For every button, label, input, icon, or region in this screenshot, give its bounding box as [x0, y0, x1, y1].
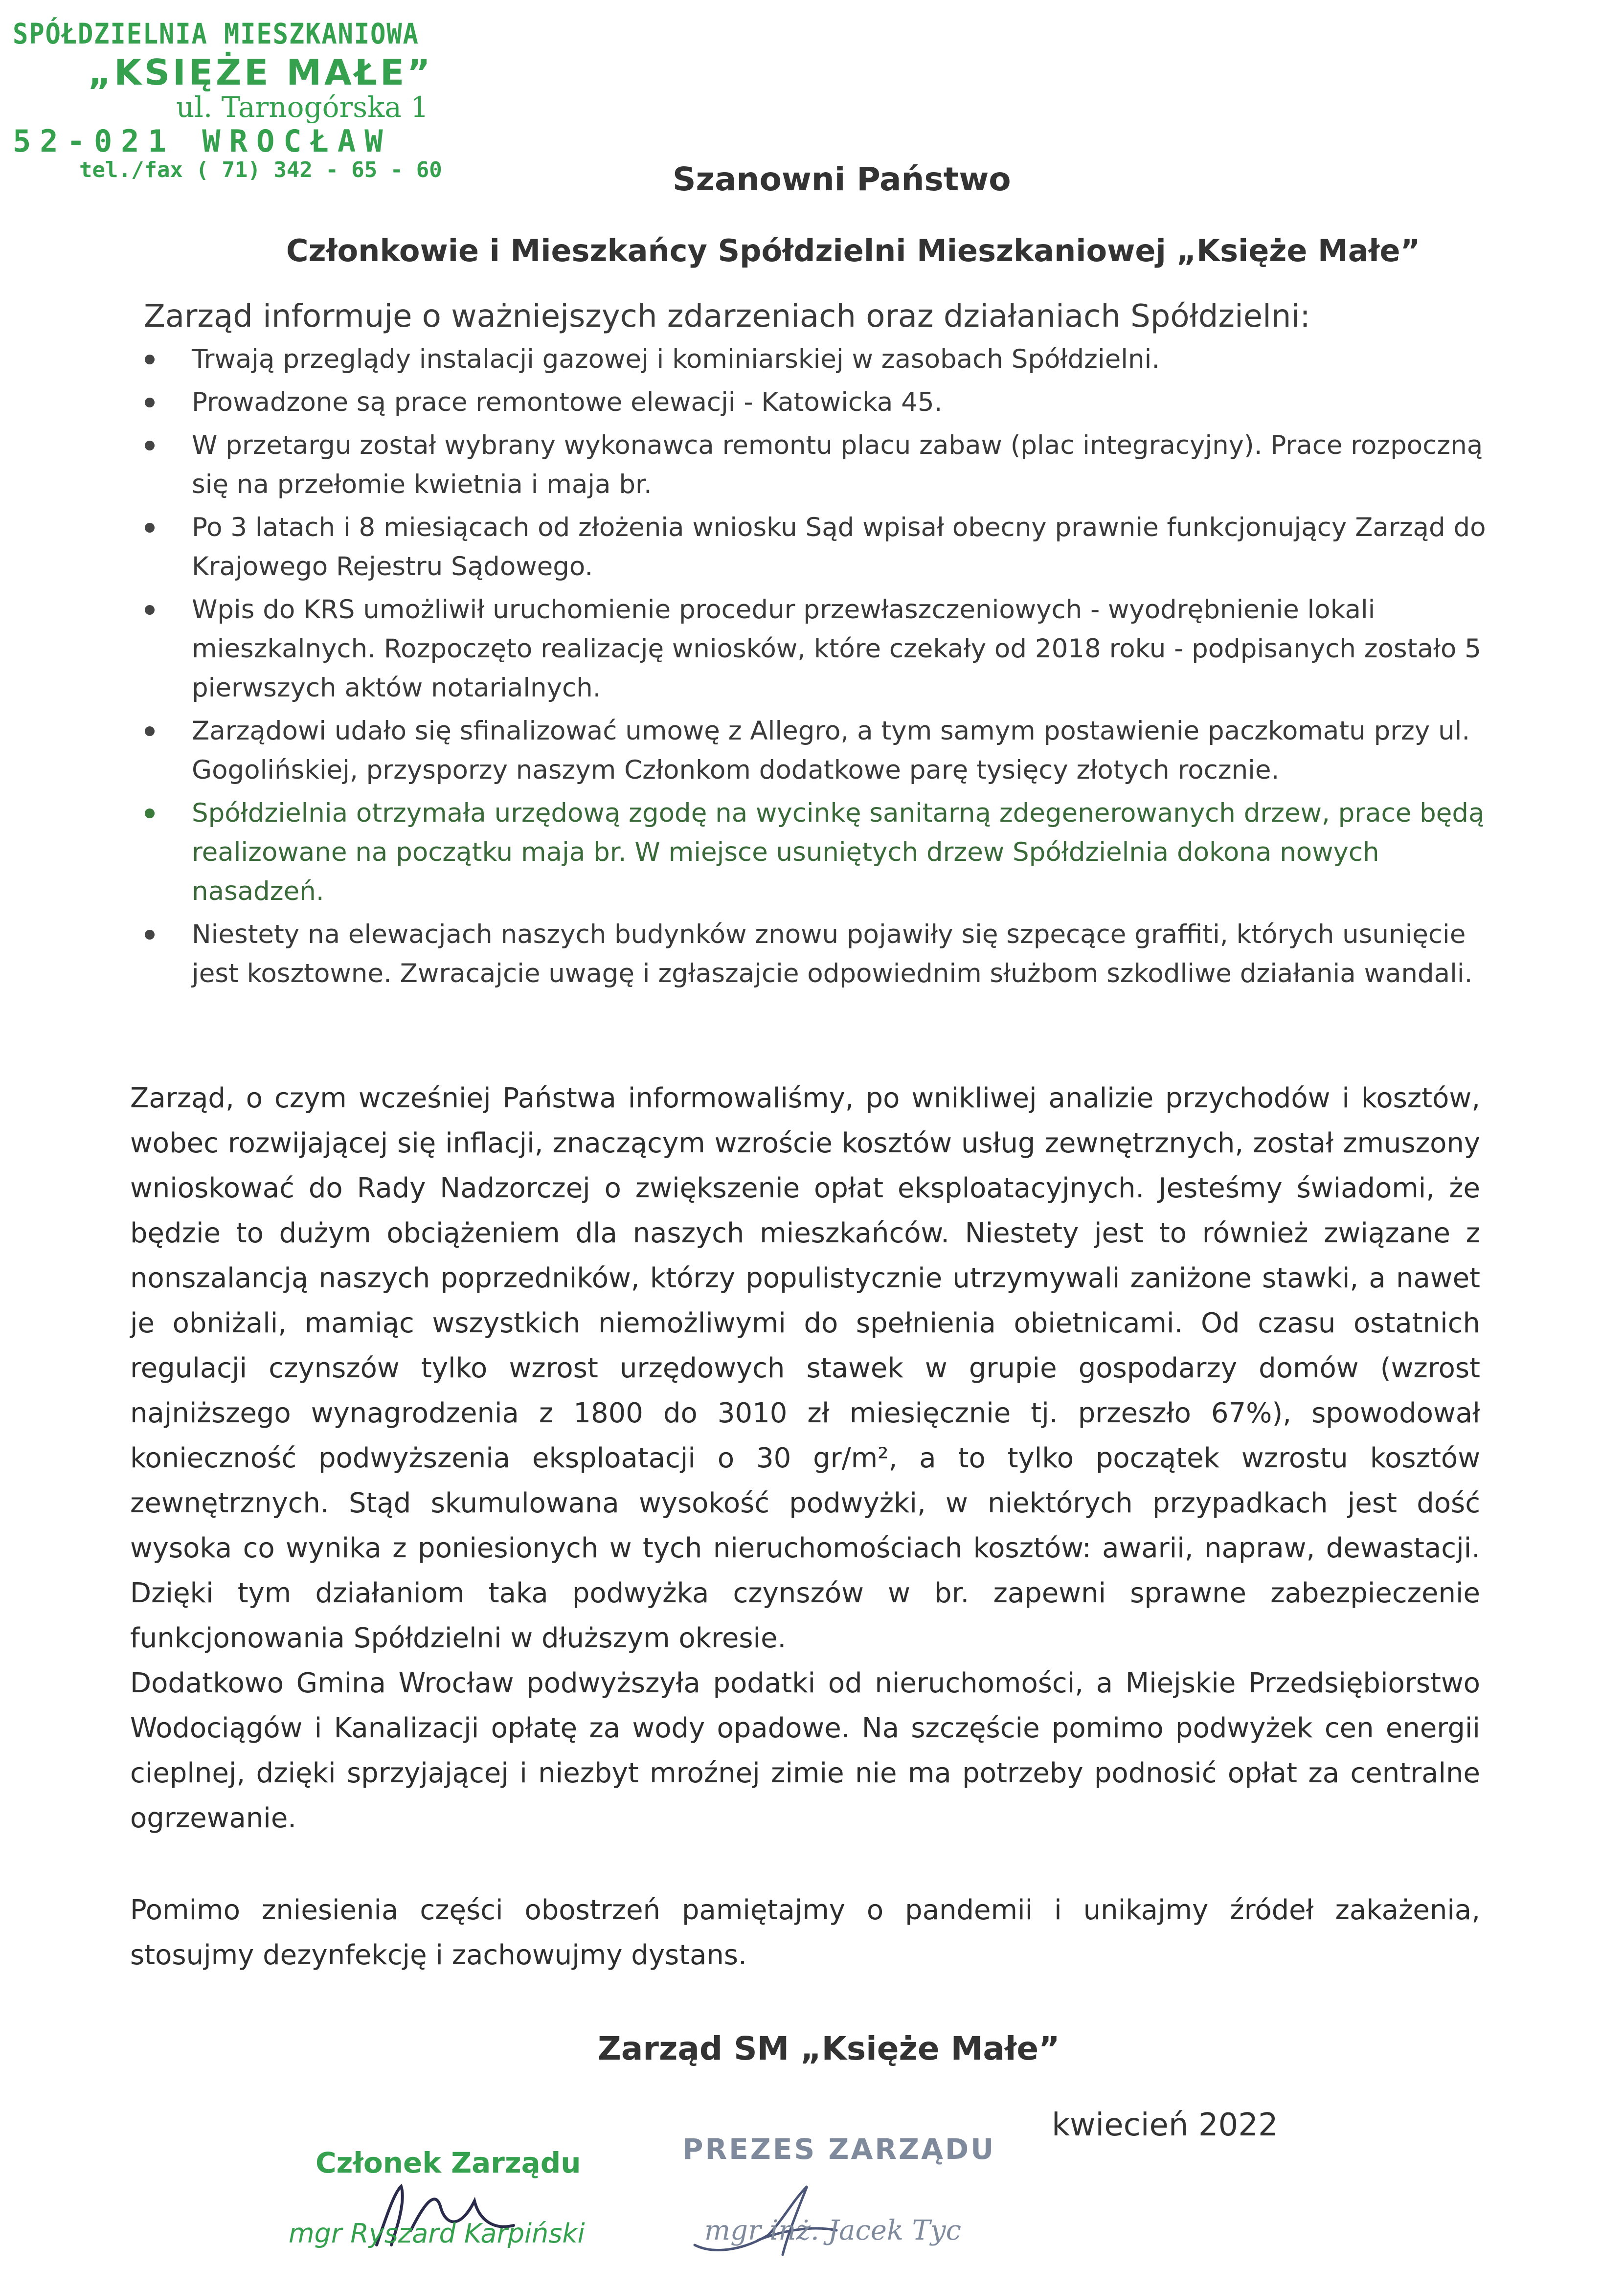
bullet-icon [145, 726, 155, 736]
list-item-text: Zarządowi udało się sfinalizować umowę z Allegro, a tym samym postawienie paczkomatu przy ul. Gogolińskiej, przysporzy naszym Członkom dodatkowe parę tysięcy złotych rocznie. [192, 716, 1470, 785]
list-item-text: Prowadzone są prace remontowe elewacji - Katowicka 45. [192, 387, 943, 417]
bullet-icon [145, 930, 155, 940]
list-item [138, 712, 1493, 790]
signoff: Zarząd SM „Księże Małe” [598, 2030, 1060, 2067]
president-name: mgr inż. Jacek Tyc [704, 2215, 962, 2246]
list-item [138, 508, 1493, 586]
announcements-list [138, 340, 1493, 997]
list-item-text: Spółdzielnia otrzymała urzędową zgodę na wycinkę sanitarną zdegenerowanych drzew, prace będą realizowane na początku maja br. W miejsce usuniętych drzew Spółdzielnia dokona nowych nasadzeń. [192, 798, 1485, 906]
list-item-text: Po 3 latach i 8 miesiącach od złożenia wniosku Sąd wpisał obecny prawnie funkcjonujący Zarząd do Krajowego Rejestru Sądowego. [192, 513, 1486, 582]
list-item [138, 794, 1493, 911]
intro-line: Zarząd informuje o ważniejszych zdarzeniach oraz działaniach Spółdzielni: [144, 298, 1310, 335]
bullet-icon [145, 523, 155, 533]
paragraph-costs: Zarząd, o czym wcześniej Państwa informowaliśmy, po wnikliwej analizie przychodów i kosztów, wobec rozwijającej się inflacji, znaczącym wzroście kosztów usług zewnętrznych, został zmuszony wnioskować do Rady Nadzorczej o zwiększenie opłat eksploatacyjnych. Jesteśmy świadomi, że będzie to dużym obciążeniem dla naszych mieszkańców. Niestety jest to również związane z nonszalancją naszych poprzedników, którzy populistycznie utrzymywali zaniżone stawki, a nawet je obniżali, mamiąc wszystkich niemożliwymi do spełnienia obietnicami. Od czasu ostatnich regulacji czynszów tylko wzrost urzędowych stawek w grupie gospodarzy domów (wzrost najniższego wynagrodzenia z 1800 do 3010 zł miesięcznie tj. przeszło 67%), spowodował konieczność podwyższenia eksploatacji o 30 gr/m², a to tylko początek wzrostu kosztów zewnętrznych. Stąd skumulowana wysokość podwyżki, w niektórych przypadkach jest dość wysoka co wynika z poniesionych w tych nieruchomościach kosztów: awarii, napraw, dewastacji. Dzięki tym działaniom taka podwyżka czynszów w br. zapewni sprawne zabezpieczenie funkcjonowania Spółdzielni w dłuższym okresie. [130, 1082, 1480, 1654]
list-item-text: Trwają przeglądy instalacji gazowej i kominiarskiej w zasobach Spółdzielni. [192, 344, 1160, 374]
president-role: PREZES ZARZĄDU [682, 2132, 996, 2166]
body-paragraphs [130, 1076, 1480, 1841]
list-item [138, 383, 1493, 422]
bullet-icon [145, 605, 155, 615]
stamp-cooperative-name: SPÓŁDZIELNIA MIESZKANIOWA [13, 17, 419, 50]
list-item-text: W przetargu został wybrany wykonawca remontu placu zabaw (plac integracyjny). Prace rozpoczną się na przełomie kwietnia i maja br. [192, 430, 1483, 499]
member-role: Członek Zarządu [316, 2146, 581, 2179]
paragraph-taxes: Dodatkowo Gmina Wrocław podwyższyła podatki od nieruchomości, a Miejskie Przedsiębiorstwo Wodociągów i Kanalizacji opłatę za wody opadowe. Na szczęście pomimo podwyżek cen energii cieplnej, dzięki sprzyjającej i niezbyt mroźnej zimie nie ma potrzeby podnosić opłat za centralne ogrzewanie. [130, 1667, 1480, 1834]
list-item-text: Niestety na elewacjach naszych budynków znowu pojawiły się szpecące graffiti, których usunięcie jest kosztowne. Zwracajcie uwagę i zgłaszajcie odpowiednim służbom szkodliwe działania wandali. [192, 920, 1473, 988]
bullet-icon [145, 808, 155, 818]
recipients-line: Członkowie i Mieszkańcy Spółdzielni Mieszkaniowej „Księże Małe” [286, 233, 1421, 269]
list-item [138, 915, 1493, 993]
bullet-icon [145, 355, 155, 364]
greeting: Szanowni Państwo [673, 160, 1011, 198]
stamp-estate-name: „KSIĘŻE MAŁE” [88, 52, 433, 93]
paragraph-pandemic: Pomimo zniesienia części obostrzeń pamiętajmy o pandemii i unikajmy źródeł zakażenia, stosujmy dezynfekcję i zachowujmy dystans. [130, 1894, 1480, 1971]
stamp-city: 52-021 WROCŁAW [13, 123, 392, 159]
member-name: mgr Ryszard Karpiński [289, 2218, 585, 2249]
bullet-icon [145, 441, 155, 450]
list-item-text: Wpis do KRS umożliwił uruchomienie procedur przewłaszczeniowych - wyodrębnienie lokali mieszkalnych. Rozpoczęto realizację wniosków, które czekały od 2018 roku - podpisanych zostało 5 pierwszych aktów notarialnych. [192, 595, 1481, 703]
list-item [138, 340, 1493, 379]
list-item [138, 426, 1493, 504]
list-item [138, 590, 1493, 708]
bullet-icon [145, 398, 155, 407]
stamp-phone: tel./fax ( 71) 342 - 65 - 60 [79, 157, 442, 182]
letter-date: kwiecień 2022 [1052, 2107, 1278, 2143]
stamp-street: ul. Tarnogórska 1 [176, 90, 429, 124]
